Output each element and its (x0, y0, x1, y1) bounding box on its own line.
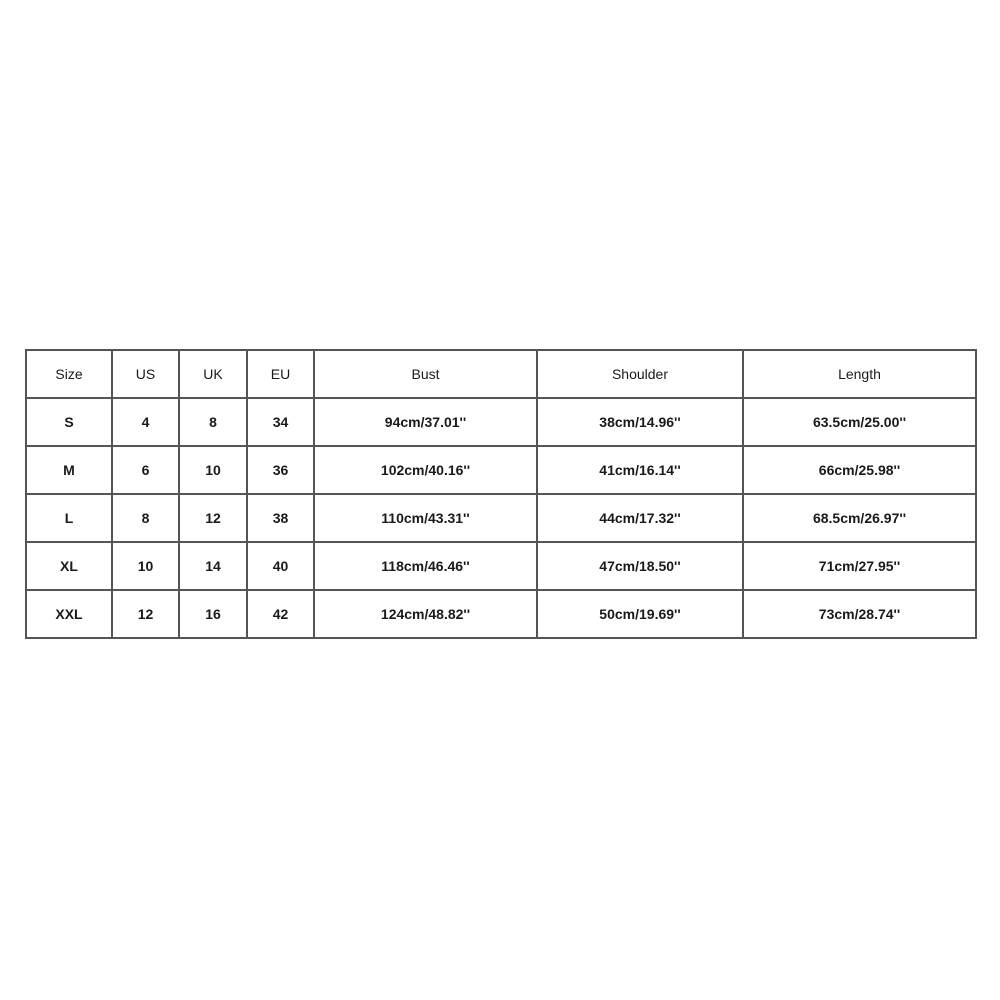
header-bust: Bust (314, 350, 537, 398)
cell-us: 8 (112, 494, 179, 542)
cell-length: 66cm/25.98'' (743, 446, 976, 494)
cell-length: 63.5cm/25.00'' (743, 398, 976, 446)
table-row (26, 590, 976, 638)
cell-size: M (26, 446, 112, 494)
cell-shoulder: 50cm/19.69'' (537, 590, 743, 638)
header-size: Size (26, 350, 112, 398)
cell-us: 10 (112, 542, 179, 590)
table-row (26, 494, 976, 542)
cell-bust: 94cm/37.01'' (314, 398, 537, 446)
cell-size: XL (26, 542, 112, 590)
cell-size: S (26, 398, 112, 446)
table-row (26, 542, 976, 590)
header-row (26, 350, 976, 398)
cell-uk: 14 (179, 542, 247, 590)
header-us: US (112, 350, 179, 398)
header-shoulder: Shoulder (537, 350, 743, 398)
cell-shoulder: 47cm/18.50'' (537, 542, 743, 590)
cell-eu: 42 (247, 590, 314, 638)
cell-bust: 118cm/46.46'' (314, 542, 537, 590)
cell-length: 73cm/28.74'' (743, 590, 976, 638)
cell-eu: 34 (247, 398, 314, 446)
cell-length: 68.5cm/26.97'' (743, 494, 976, 542)
cell-size: L (26, 494, 112, 542)
header-uk: UK (179, 350, 247, 398)
cell-us: 4 (112, 398, 179, 446)
cell-eu: 38 (247, 494, 314, 542)
cell-us: 12 (112, 590, 179, 638)
cell-shoulder: 44cm/17.32'' (537, 494, 743, 542)
cell-uk: 10 (179, 446, 247, 494)
cell-uk: 8 (179, 398, 247, 446)
header-eu: EU (247, 350, 314, 398)
table-row (26, 398, 976, 446)
cell-size: XXL (26, 590, 112, 638)
cell-length: 71cm/27.95'' (743, 542, 976, 590)
cell-uk: 16 (179, 590, 247, 638)
cell-us: 6 (112, 446, 179, 494)
cell-shoulder: 38cm/14.96'' (537, 398, 743, 446)
header-length: Length (743, 350, 976, 398)
cell-bust: 110cm/43.31'' (314, 494, 537, 542)
cell-shoulder: 41cm/16.14'' (537, 446, 743, 494)
cell-eu: 36 (247, 446, 314, 494)
size-chart-table (25, 349, 977, 639)
table-row (26, 446, 976, 494)
cell-bust: 124cm/48.82'' (314, 590, 537, 638)
cell-uk: 12 (179, 494, 247, 542)
cell-bust: 102cm/40.16'' (314, 446, 537, 494)
cell-eu: 40 (247, 542, 314, 590)
